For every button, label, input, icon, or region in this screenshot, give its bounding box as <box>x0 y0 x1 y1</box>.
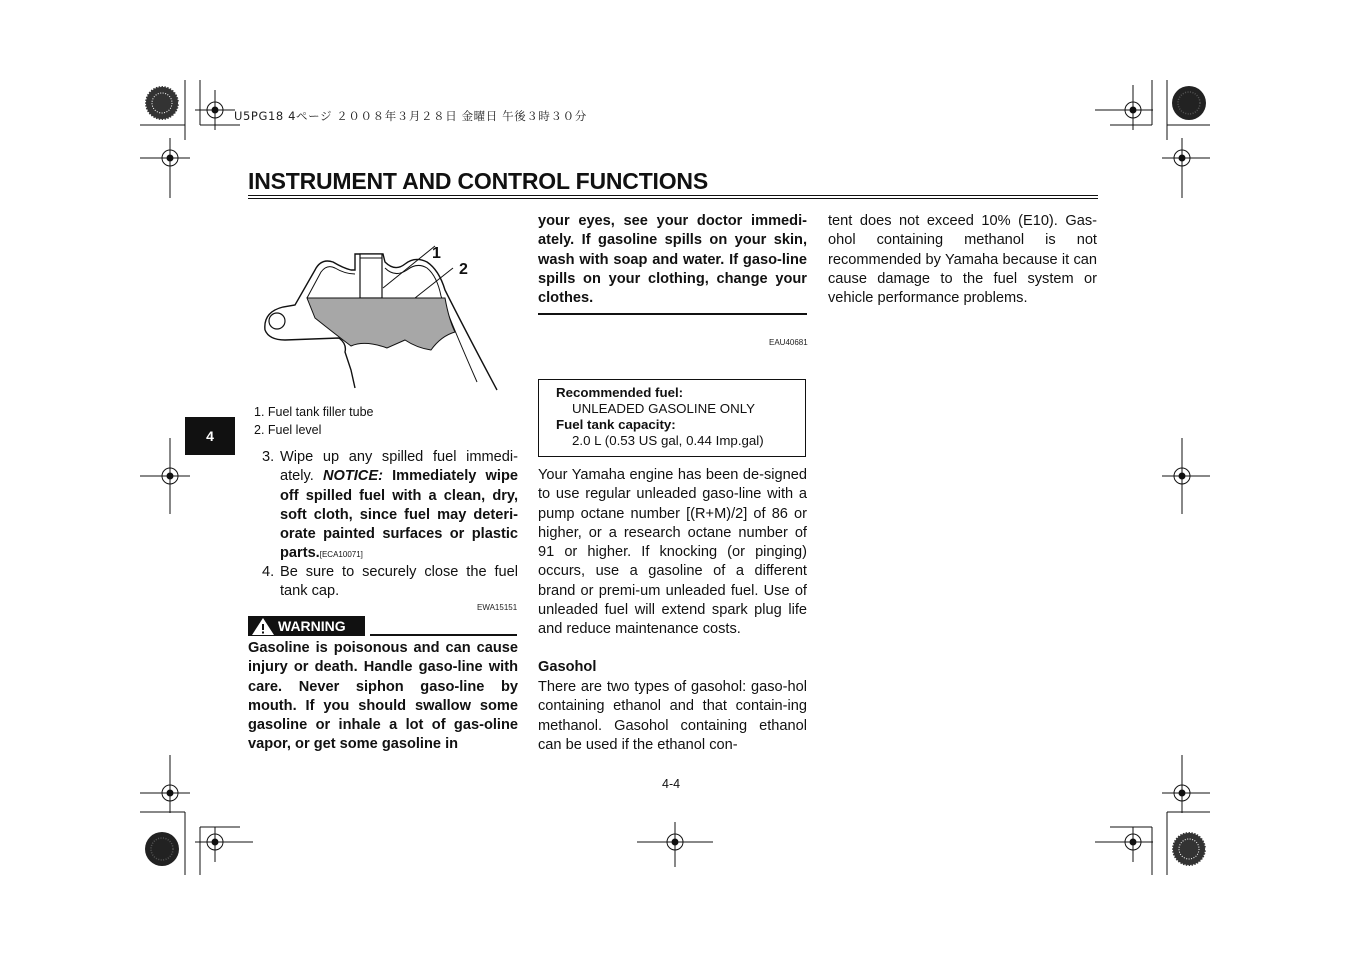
callout-2: 2 <box>459 261 468 278</box>
callout-1: 1 <box>432 245 441 262</box>
notice-code: [ECA10071] <box>319 550 363 560</box>
gasohol-paragraph-col2: There are two types of gasohol: gaso-hol containing ethanol and that contain-ing methanol. Gasohol containing ethanol can be used if the ethanol con- <box>538 679 807 753</box>
page-number: 4-4 <box>662 777 681 791</box>
warning-triangle-icon <box>248 616 278 636</box>
fuel-body-paragraph: Your Yamaha engine has been de-signed to use regular unleaded gaso-line with a pump octane number [(R+M)/2] of 86 or higher, or a research octane number of 91 or higher. If knocking (or pinging) occurs, use a gasoline of a different brand or premi-um unleaded fuel. Use of unleaded fuel will extend spark plug life and reduce maintenance costs. <box>538 467 807 638</box>
tank-capacity-label: Fuel tank capacity: <box>556 417 676 432</box>
tank-capacity-value: 2.0 L (0.53 US gal, 0.44 Imp.gal) <box>572 433 764 448</box>
step-4-text: Be sure to securely close the fuel tank cap. <box>280 564 518 600</box>
recommended-fuel-label: Recommended fuel: <box>556 385 684 400</box>
warning-rule <box>370 634 517 636</box>
step-4 <box>262 563 518 602</box>
warning-end-rule <box>538 313 807 315</box>
warning-code: EWA15151 <box>477 603 518 612</box>
step-3 <box>262 448 518 565</box>
notice-text: Immediately wipe off spilled fuel with a clean, dry, soft cloth, since fuel may deteri-orate painted surfaces or plastic parts. <box>280 468 518 562</box>
gasohol-paragraph-col3: tent does not exceed 10% (E10). Gas-ohol containing methanol is not recommended by Yamaha because it can cause damage to the fuel system or vehicle performance problems. <box>828 213 1097 307</box>
section-code: EAU40681 <box>769 338 808 347</box>
print-job-header: U5PG18 4ページ ２００８年３月２８日 金曜日 午後３時３０分 <box>234 109 587 123</box>
step-3-number: 3. <box>262 449 275 465</box>
recommended-fuel-value: UNLEADED GASOLINE ONLY <box>572 401 756 416</box>
warning-badge <box>248 616 365 636</box>
figure-caption <box>254 403 374 439</box>
chapter-tab <box>185 417 235 455</box>
notice-label: NOTICE: <box>322 468 383 485</box>
warning-label: WARNING <box>278 618 346 634</box>
fuel-spec-box <box>538 379 806 457</box>
step-4-number: 4. <box>262 564 275 580</box>
step-3-text: Wipe up any spilled fuel immedi-ately. <box>280 449 518 485</box>
chapter-tab-number: 4 <box>206 428 214 444</box>
gasohol-heading: Gasohol <box>538 659 597 675</box>
warning-text-col2: your eyes, see your doctor immedi-ately. If gasoline spills on your skin, wash with soap and water. If gaso-line spills on your clothing, change your clothes. <box>538 213 807 307</box>
page-title: INSTRUMENT AND CONTROL FUNCTIONS <box>248 168 708 194</box>
title-rule <box>248 195 1098 199</box>
caption-item-2: 2. Fuel level <box>254 423 322 437</box>
caption-item-1: 1. Fuel tank filler tube <box>254 405 374 419</box>
warning-text-col1: Gasoline is poisonous and can cause injury or death. Handle gaso-line with care. Never siphon gaso-line by mouth. If you should swallow some gasoline or inhale a lot of gas-oline vapor, or get some gasoline in <box>248 640 518 753</box>
fuel-tank-diagram <box>255 240 525 395</box>
